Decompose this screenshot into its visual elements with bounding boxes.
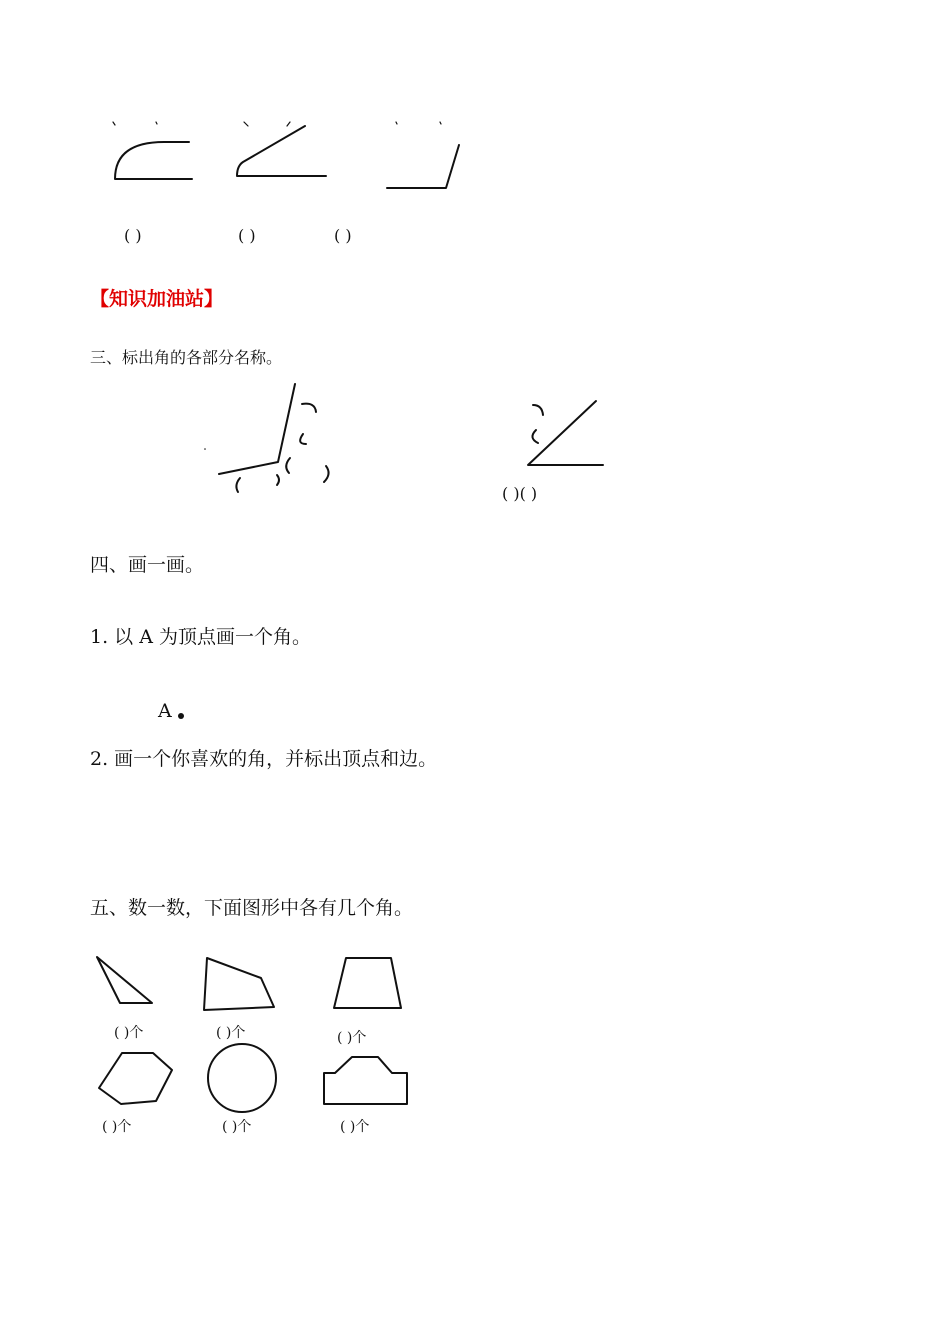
arc-mark — [300, 434, 306, 444]
shape-circle — [208, 1044, 276, 1112]
angle-right — [528, 401, 603, 465]
arc-mark — [236, 478, 240, 492]
blank-3[interactable]: ( ) — [334, 226, 352, 245]
question-2: 2. 画一个你喜欢的角，并标出顶点和边。 — [90, 748, 438, 770]
arc-mark — [324, 466, 329, 482]
dot — [204, 448, 206, 450]
section3-title: 三、标出角的各部分名称。 — [90, 348, 283, 367]
section4-title: 四、画一画。 — [90, 554, 205, 576]
knowledge-heading: 【知识加油站】 — [90, 288, 224, 310]
rounded-angle-figure — [237, 126, 326, 176]
shape-house — [324, 1057, 407, 1104]
answer-trapezoid[interactable]: ( )个 — [337, 1030, 367, 1046]
section5-title: 五、数一数，下面图形中各有几个角。 — [90, 897, 414, 919]
shape-triangle — [97, 957, 152, 1003]
arc-mark — [286, 458, 290, 473]
arc-mark — [533, 405, 543, 415]
shape-trapezoid — [334, 958, 401, 1008]
cutoff-mark — [113, 122, 441, 126]
curved-figure — [115, 142, 192, 179]
answer-hexagon[interactable]: ( )个 — [102, 1119, 132, 1135]
angle-left — [219, 384, 295, 474]
arc-mark — [277, 475, 279, 485]
shape-hexagon — [99, 1053, 172, 1104]
point-a-dot — [178, 713, 184, 719]
point-a-label: A — [158, 700, 172, 722]
arc-mark — [532, 430, 538, 443]
shape-quadrilateral — [204, 958, 274, 1010]
answer-house[interactable]: ( )个 — [340, 1119, 370, 1135]
answer-triangle[interactable]: ( )个 — [114, 1025, 144, 1041]
angle-figure — [387, 145, 459, 188]
answer-circle[interactable]: ( )个 — [222, 1119, 252, 1135]
answer-quadrilateral[interactable]: ( )个 — [216, 1025, 246, 1041]
section3-right-blanks[interactable]: ( )( ) — [502, 484, 538, 503]
arc-mark — [302, 404, 316, 412]
question-1: 1. 以 A 为顶点画一个角。 — [90, 626, 311, 648]
blank-1[interactable]: ( ) — [124, 226, 142, 245]
blank-2[interactable]: ( ) — [238, 226, 256, 245]
